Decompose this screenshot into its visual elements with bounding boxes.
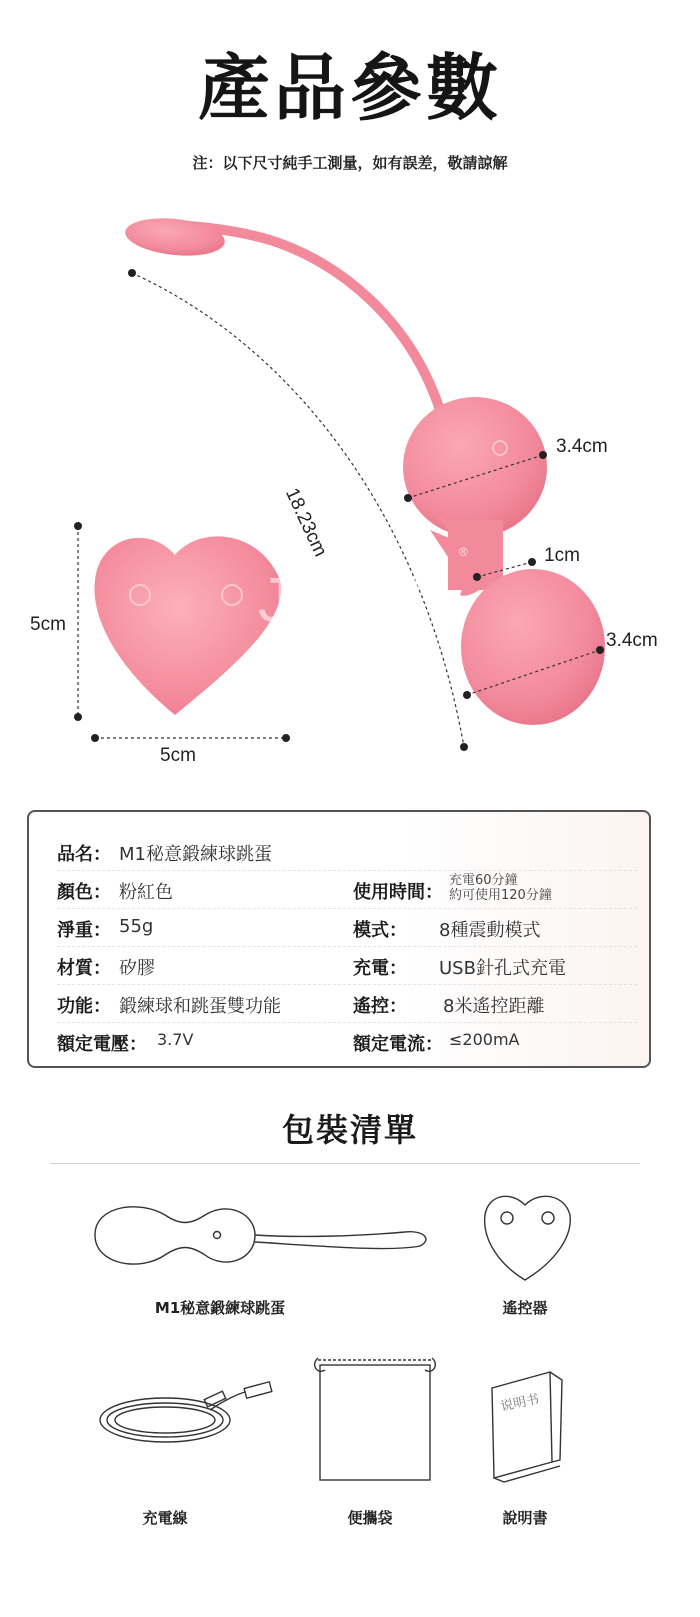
spec-value: 8米遙控距離: [443, 996, 545, 1017]
spec-label: 遙控：: [353, 996, 407, 1017]
spec-label: 材質：: [57, 958, 111, 979]
spec-value: 充電60分鐘: [449, 873, 518, 888]
remote-icon: [485, 1196, 571, 1280]
page-title: 產品參數: [197, 46, 502, 130]
spec-value: 粉紅色: [119, 882, 173, 903]
manual-icon: [492, 1372, 562, 1482]
spec-value: 8種震動模式: [439, 920, 541, 941]
spec-value: 矽膠: [119, 958, 155, 979]
spec-row-weight: [57, 908, 637, 947]
spec-value: 55g: [119, 916, 154, 937]
spec-label: 額定電流：: [353, 1034, 443, 1055]
spec-value: 約可使用120分鐘: [449, 888, 552, 903]
spec-label: 品名：: [57, 844, 111, 865]
spec-value: USB針孔式充電: [439, 958, 566, 979]
measurement-note: 注：以下尺寸純手工測量，如有誤差，敬請諒解: [192, 154, 508, 172]
manual-cover-text: 说明书: [499, 1392, 541, 1415]
spec-label: 使用時間：: [353, 882, 443, 903]
remote-height-label: 5cm: [30, 614, 66, 635]
spec-label: 功能：: [57, 996, 111, 1017]
product-dimension-illustration: [0, 200, 700, 780]
ball-top-diameter-label: 3.4cm: [556, 436, 608, 457]
spec-label: 額定電壓：: [57, 1034, 147, 1055]
spec-value: 鍛練球和跳蛋雙功能: [119, 996, 281, 1017]
package-item-label: 遙控器: [502, 1299, 548, 1317]
heart-remote: [94, 536, 281, 715]
package-item-label: 便攜袋: [347, 1509, 393, 1527]
package-item-label: 說明書: [502, 1509, 548, 1527]
remote-width-label: 5cm: [160, 745, 196, 766]
cable-icon: [100, 1382, 272, 1442]
spec-table: [27, 810, 651, 1068]
spec-label: 模式：: [353, 920, 407, 941]
spec-label: 充電：: [353, 958, 407, 979]
registered-mark: ®: [459, 545, 468, 559]
spec-value: M1秘意鍛練球跳蛋: [119, 844, 272, 865]
package-title: 包裝清單: [281, 1111, 418, 1149]
ball-neck-label: 1cm: [544, 545, 580, 566]
kegel-balls-icon: [95, 1207, 426, 1264]
pouch-icon: [315, 1358, 436, 1480]
package-divider: [50, 1163, 640, 1164]
spec-value: 3.7V: [157, 1030, 194, 1049]
spec-row-function: [57, 984, 637, 1023]
spec-row-material: [57, 946, 637, 985]
spec-label: 淨重：: [57, 920, 111, 941]
package-item-label: 充電線: [142, 1509, 188, 1527]
spec-row-color: [57, 870, 637, 909]
package-item-label: M1秘意鍛練球跳蛋: [154, 1299, 286, 1317]
spec-value: ≤200mA: [449, 1030, 520, 1049]
spec-row-name: [57, 832, 637, 871]
spec-row-voltage: [57, 1022, 637, 1060]
total-length-label: 18.23cm: [280, 485, 331, 560]
spec-label: 顏色：: [57, 882, 111, 903]
package-line-art: [0, 1180, 700, 1500]
watermark: JWEI: [258, 566, 431, 635]
ball-bottom-diameter-label: 3.4cm: [606, 630, 658, 651]
